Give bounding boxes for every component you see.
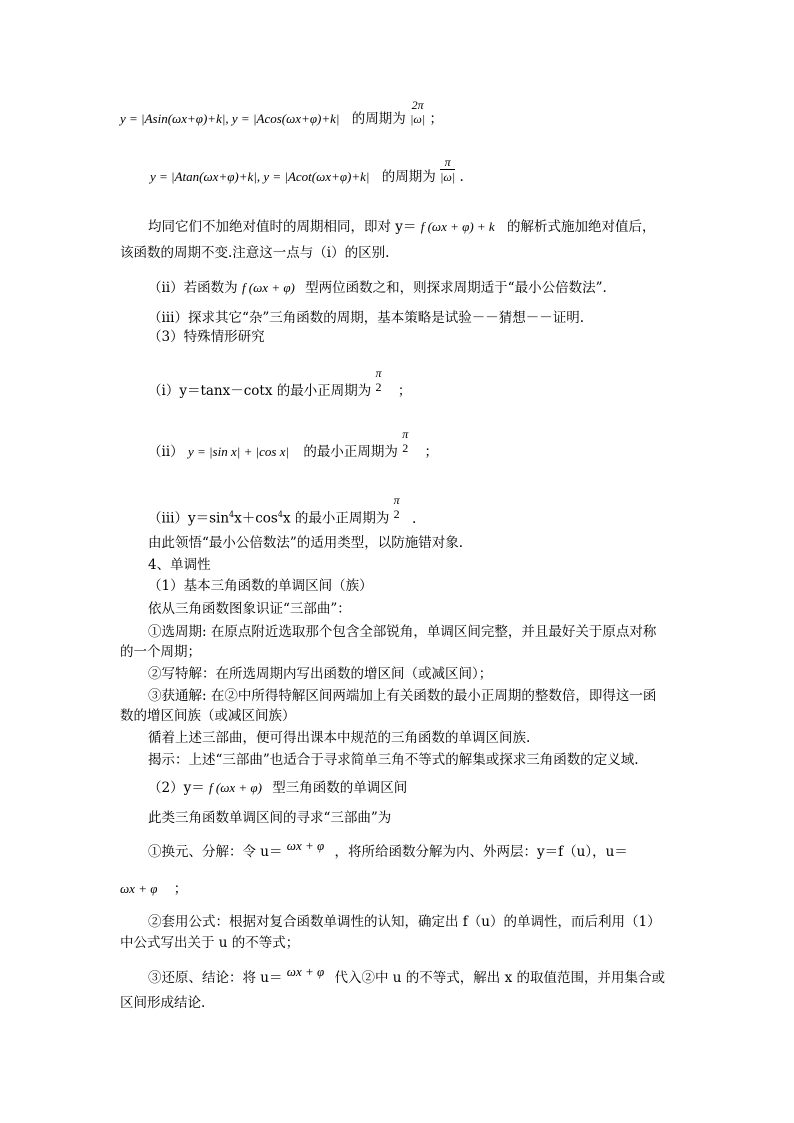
period-text: 的周期为 bbox=[381, 169, 436, 185]
text: x 的最小正周期为 bbox=[282, 510, 390, 527]
paragraph-line-2: 该函数的周期不变.注意这一点与（ⅰ）的区别. bbox=[120, 245, 390, 261]
fraction-denominator: |ω| bbox=[410, 111, 426, 126]
text: （ⅱ） bbox=[148, 444, 184, 460]
s1-line-2 bbox=[120, 880, 187, 898]
fraction-numerator: π bbox=[375, 365, 382, 380]
period-line-tan-cot bbox=[150, 155, 464, 186]
text: ，将所给函数分解为内、外两层：y＝f（u），u＝ bbox=[334, 844, 628, 860]
text: 均同它们不加绝对值时的周期相同，即对 y＝ bbox=[148, 219, 417, 235]
fraction bbox=[376, 366, 382, 394]
follow-text: 循着上述三部曲，便可得出课本中规范的三角函数的单调区间族. bbox=[148, 730, 531, 746]
s2-line-1: ②套用公式：根据对复合函数单调性的认知，确定出 f（u）的单调性，而后利用（1） bbox=[148, 914, 661, 930]
step-1-line-1: ①选周期: 在原点附近选取那个包含全部锐角，单调区间完整，并且最好关于原点对称 bbox=[148, 624, 657, 640]
item-iii: （ⅲ）探求其它“杂”三角函数的周期，基本策略是试验－－猜想－－证明. bbox=[148, 310, 585, 326]
formula-abs-sin-cos: y = |Asin(ωx+φ)+k|, y = |Acos(ωx+φ)+k| bbox=[120, 111, 340, 126]
fraction-denominator: 2 bbox=[402, 440, 409, 455]
special-case-ii bbox=[148, 426, 438, 461]
fraction bbox=[440, 155, 455, 184]
paragraph-line-1 bbox=[148, 218, 656, 236]
s3-line-2: 区间形成结论. bbox=[120, 995, 206, 1011]
text: x＋cos bbox=[234, 510, 278, 527]
step-3-line-1: ③获通解: 在②中所得特解区间两端加上有关函数的最小正周期的整数倍，即得这一函 bbox=[148, 688, 657, 704]
fraction-numerator: π bbox=[402, 426, 409, 441]
period-text: 的周期为 bbox=[351, 111, 406, 127]
formula: f (ωx + φ) + k bbox=[420, 219, 495, 234]
punctuation: . bbox=[411, 510, 417, 527]
formula: y = |sin x| + |cos x| bbox=[187, 444, 290, 459]
superscript: 4 bbox=[229, 510, 235, 519]
reveal-text: 揭示：上述“三部曲”也适合于寻求简单三角不等式的解集或探求三角函数的定义域. bbox=[148, 752, 639, 768]
formula: ωx + φ bbox=[120, 881, 158, 896]
punctuation: . bbox=[459, 169, 464, 185]
text: 的最小正周期为 bbox=[303, 444, 398, 460]
special-case-iii bbox=[148, 493, 417, 528]
text: 代入②中 u 的不等式，解出 x 的取值范围，并用集合或 bbox=[334, 970, 665, 986]
formula: ωx + φ bbox=[286, 964, 325, 979]
formula-abs-tan-cot: y = |Atan(ωx+φ)+k|, y = |Acot(ωx+φ)+k| bbox=[150, 169, 370, 184]
step-2: ②写特解：在所选周期内写出函数的增区间（或减区间）； bbox=[148, 666, 493, 682]
intro-three-steps: 依从三角函数图象识证“三部曲”： bbox=[148, 601, 351, 617]
period-line-sin-cos bbox=[120, 97, 443, 128]
formula: ωx + φ bbox=[286, 838, 325, 853]
fraction-denominator: 2 bbox=[393, 507, 400, 521]
formula: f (ωx + φ) bbox=[241, 280, 295, 295]
text: （ⅰ）y＝tanx－cotx 的最小正周期为 bbox=[148, 383, 372, 399]
fraction-numerator: 2π bbox=[411, 97, 424, 112]
text: 型三角函数的单调区间 bbox=[272, 780, 408, 796]
s1-line-1 bbox=[148, 838, 628, 861]
text: ③还原、结论：将 u＝ bbox=[148, 970, 283, 986]
heading-monotonicity: 4、单调性 bbox=[148, 557, 211, 573]
text: （2）y＝ bbox=[148, 780, 205, 796]
intro-composite: 此类三角函数单调区间的寻求“三部曲”为 bbox=[148, 810, 392, 826]
step-1-line-2: 的一个周期； bbox=[120, 644, 201, 660]
superscript: 4 bbox=[277, 510, 283, 519]
s2-line-2: 中公式写出关于 u 的不等式； bbox=[120, 935, 300, 951]
punctuation: ； bbox=[397, 383, 412, 399]
formula: f (ωx + φ) bbox=[209, 780, 262, 795]
s3-line-1 bbox=[148, 964, 665, 987]
heading-basic-intervals: （1）基本三角函数的单调区间（族） bbox=[148, 578, 373, 594]
text: 型两位函数之和，则探求周期适于“最小公倍数法”. bbox=[305, 280, 607, 296]
text: 的解析式施加绝对值后， bbox=[507, 219, 656, 235]
punctuation: ； bbox=[173, 881, 188, 897]
fraction bbox=[402, 427, 408, 455]
heading-composite-intervals bbox=[148, 779, 407, 797]
fraction bbox=[410, 98, 425, 126]
special-case-i bbox=[148, 365, 412, 400]
text: （ⅲ）y＝sin bbox=[148, 510, 230, 527]
heading-special-cases: （3）特殊情形研究 bbox=[148, 329, 265, 345]
fraction-numerator: π bbox=[393, 493, 400, 507]
fraction-numerator: π bbox=[444, 155, 451, 169]
fraction-denominator: |ω| bbox=[440, 170, 456, 184]
text: ①换元、分解：令 u＝ bbox=[148, 844, 283, 860]
text: （ⅱ）若函数为 bbox=[148, 280, 238, 296]
fraction-denominator: 2 bbox=[375, 379, 382, 394]
fraction bbox=[394, 493, 400, 521]
punctuation: ； bbox=[424, 444, 438, 460]
punctuation: ； bbox=[429, 111, 443, 127]
summary-text: 由此领悟“最小公倍数法”的适用类型，以防施错对象. bbox=[148, 535, 464, 551]
item-ii bbox=[148, 279, 607, 297]
step-3-line-2: 数的增区间族（或减区间族） bbox=[120, 708, 296, 724]
